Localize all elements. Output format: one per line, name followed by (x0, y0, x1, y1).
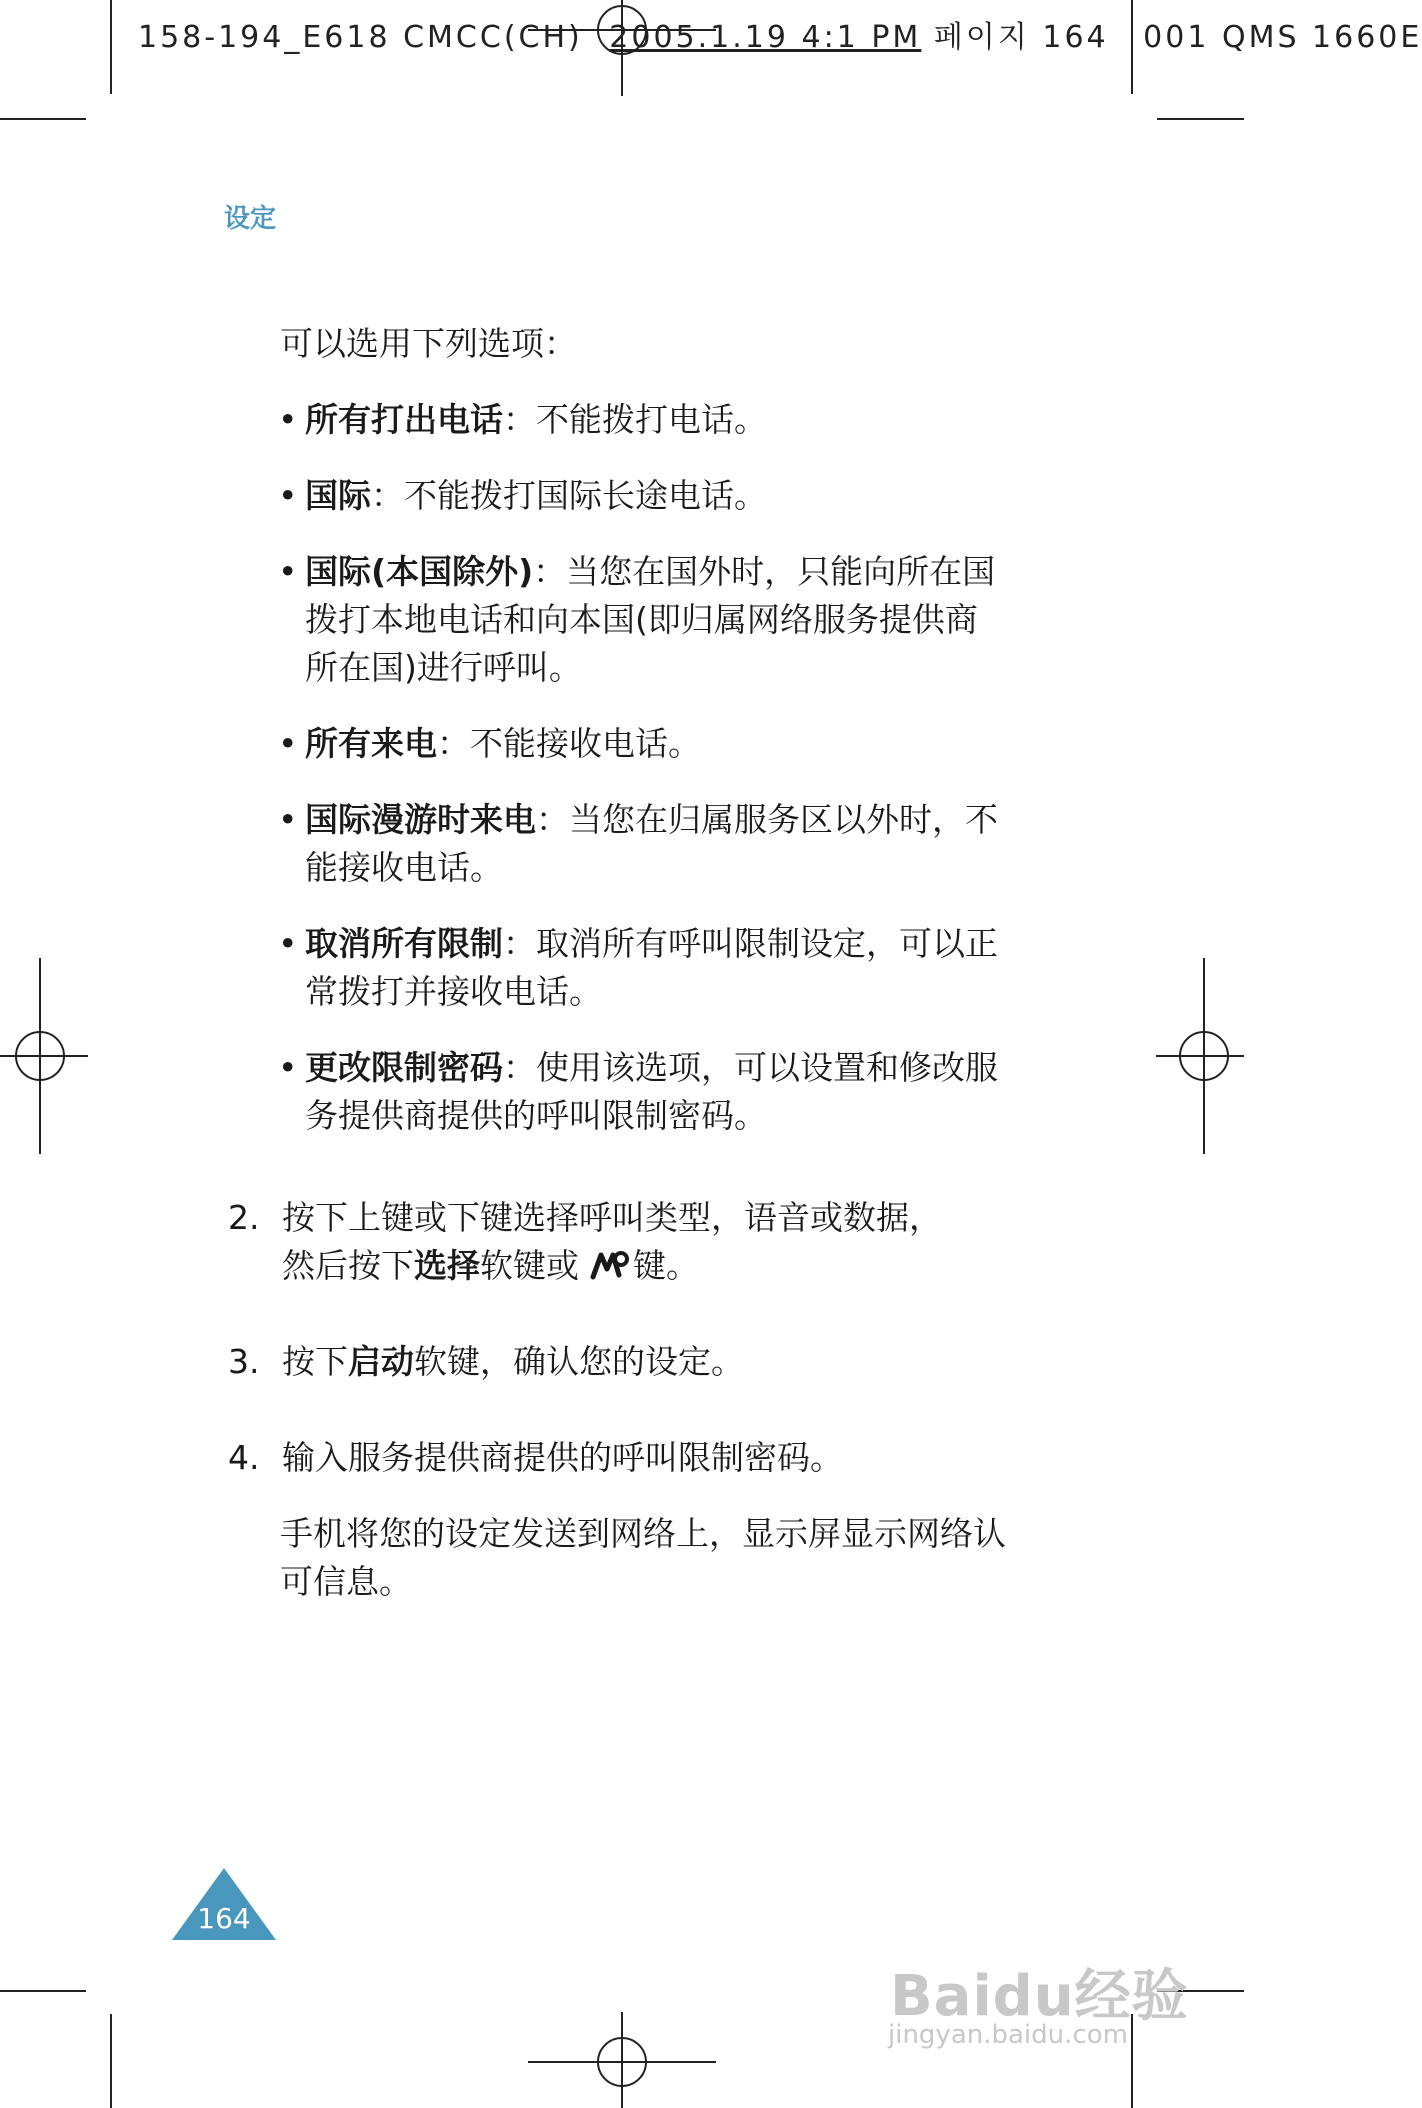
bullet-desc: ：使用该选项，可以设置和修改服务提供商提供的呼叫限制密码。 (305, 1048, 998, 1135)
bullet-term: 国际漫游时来电 (305, 800, 536, 839)
bullet-dot: • (278, 400, 298, 439)
registration-mark-top (522, 0, 722, 96)
intro-text: 可以选用下列选项： (280, 324, 577, 363)
crop-mark-top-right-h (1157, 118, 1244, 120)
bullet-term: 更改限制密码 (305, 1048, 503, 1087)
step-item (228, 1194, 1008, 1296)
crop-mark-top-right-v (1131, 0, 1133, 94)
watermark-url: jingyan.baidu.com (888, 2020, 1128, 2050)
softkey-name: 启动 (348, 1342, 414, 1381)
bullet-desc: ：不能接收电话。 (437, 724, 701, 763)
bullet-term: 取消所有限制 (305, 924, 503, 963)
step-number: 4. (228, 1438, 260, 1477)
bullet-term: 国际 (305, 476, 371, 515)
softkey-ok-icon (589, 1248, 629, 1296)
crop-mark-bottom-left-v (110, 2014, 112, 2108)
step-text: 键。 (633, 1246, 699, 1285)
bullet-item (278, 1044, 1008, 1140)
bullet-dot: • (278, 724, 298, 763)
bullet-item (278, 396, 1008, 444)
crop-mark-top-left-v (110, 0, 112, 94)
bullet-item (278, 920, 1008, 1016)
bullet-desc: ：取消所有呼叫限制设定，可以正常拨打并接收电话。 (305, 924, 998, 1011)
print-header (138, 12, 1422, 56)
step-number: 2. (228, 1198, 260, 1237)
bullet-item (278, 548, 1008, 692)
bullet-dot: • (278, 924, 298, 963)
step-text: 然后按下 (282, 1246, 414, 1285)
closing-paragraph: 手机将您的设定发送到网络上，显示屏显示网络认可信息。 (280, 1514, 1006, 1601)
watermark-logo: Baidu经验 (890, 1964, 1189, 2029)
section-title: 设定 (224, 204, 277, 234)
registration-mark-left (0, 958, 90, 1154)
bullet-dot: • (278, 552, 298, 591)
bullet-item (278, 472, 1008, 520)
step-text: 输入服务提供商提供的呼叫限制密码。 (282, 1438, 843, 1477)
bullet-desc: ：当您在国外时，只能向所在国拨打本地电话和向本国(即归属网络服务提供商所在国)进行呼叫。 (305, 552, 996, 687)
registration-mark-bottom (522, 2012, 722, 2108)
step-number: 3. (228, 1342, 260, 1381)
step-text: 按下 (282, 1342, 348, 1381)
step-text: 软键或 (480, 1246, 579, 1285)
bullet-dot: • (278, 1048, 298, 1087)
bullet-desc: ：不能拨打国际长途电话。 (371, 476, 767, 515)
step-line (282, 1242, 1008, 1296)
crop-mark-bottom-left-h (0, 1990, 86, 1992)
print-trailer: 001 QMS 1660E (1143, 20, 1422, 55)
step-text: 软键，确认您的设定。 (414, 1342, 744, 1381)
print-page-ref: 164 (1042, 20, 1109, 55)
step-line: 按下上键或下键选择呼叫类型，语音或数据， (282, 1198, 942, 1237)
bullet-term: 所有打出电话 (305, 400, 503, 439)
step-item (228, 1338, 1008, 1386)
bullet-dot: • (278, 800, 298, 839)
crop-mark-top-left-h (0, 118, 86, 120)
print-date-time: 2005.1.19 4:1 PM (609, 20, 922, 55)
bullet-desc: ：当您在归属服务区以外时，不能接收电话。 (305, 800, 998, 887)
page-number: 164 (197, 1902, 251, 1935)
print-page-word: 페이지 (933, 20, 1030, 55)
bullet-term: 国际(本国除外) (305, 552, 534, 591)
bullet-item (278, 796, 1008, 892)
bullet-term: 所有来电 (305, 724, 437, 763)
softkey-name: 选择 (414, 1246, 480, 1285)
registration-mark-right (1154, 958, 1244, 1154)
print-file-label: 158-194_E618 CMCC(CH) (138, 20, 583, 55)
bullet-desc: ：不能拨打电话。 (503, 400, 767, 439)
bullet-item (278, 720, 1008, 768)
step-item (228, 1434, 1008, 1482)
bullet-dot: • (278, 476, 298, 515)
